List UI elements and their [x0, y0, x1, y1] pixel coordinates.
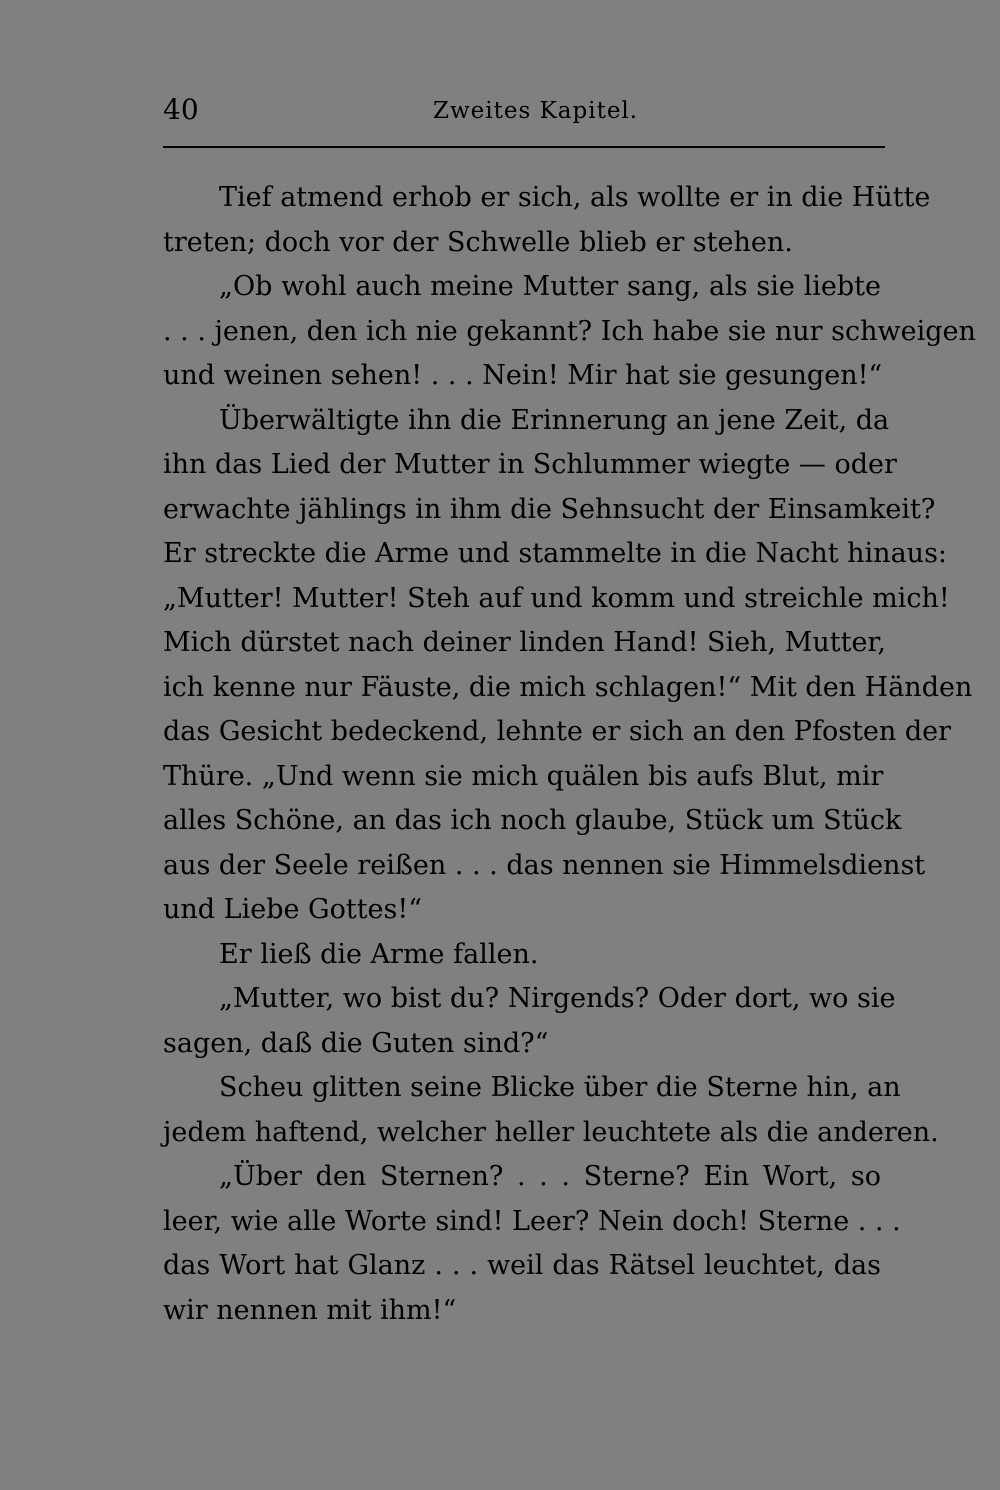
text-line: Thüre. „Und wenn sie mich quälen bis aufs Blut, mir [163, 760, 884, 792]
text-line: Überwältigte ihn die Erinnerung an jene Zeit, da [219, 404, 890, 436]
page-header [163, 92, 885, 132]
running-head: Zweites Kapitel. [433, 98, 639, 124]
body-text [163, 176, 976, 1333]
text-line: . . . jenen, den ich nie gekannt? Ich habe sie nur schweigen [163, 315, 976, 347]
text-line: das Gesicht bedeckend, lehnte er sich an den Pfosten der [163, 716, 952, 747]
text-line: „Mutter! Mutter! Steh auf und komm und streichle mich! [163, 582, 950, 614]
text-line: sagen, daß die Guten sind?“ [163, 1027, 549, 1059]
text-line: Er streckte die Arme und stammelte in die Nacht hinaus: [163, 538, 948, 569]
text-line: Mich dürstet nach deiner linden Hand! Sieh, Mutter, [163, 627, 886, 658]
text-line: ich kenne nur Fäuste, die mich schlagen!“ Mit den Händen [163, 671, 973, 703]
text-line: treten; doch vor der Schwelle blieb er stehen. [163, 226, 793, 258]
text-line: Er ließ die Arme fallen. [219, 938, 539, 970]
text-line: und weinen sehen! . . . Nein! Mir hat sie gesungen!“ [163, 360, 883, 391]
text-line: „Mutter, wo bist du? Nirgends? Oder dort, wo sie [219, 983, 896, 1014]
text-line: „Ob wohl auch meine Mutter sang, als sie liebte [219, 271, 881, 302]
text-line: ihn das Lied der Mutter in Schlummer wiegte — oder [163, 449, 897, 480]
text-line: Scheu glitten seine Blicke über die Sterne hin, an [219, 1072, 901, 1103]
text-line: alles Schöne, an das ich noch glaube, Stück um Stück [163, 805, 902, 836]
header-rule [163, 146, 885, 148]
text-line: und Liebe Gottes!“ [163, 894, 423, 925]
text-line: jedem haftend, welcher heller leuchtete als die anderen. [163, 1116, 939, 1148]
text-line: erwachte jählings in ihm die Sehnsucht der Einsamkeit? [163, 493, 936, 525]
text-line: aus der Seele reißen . . . das nennen sie Himmelsdienst [163, 849, 926, 881]
text-line: das Wort hat Glanz . . . weil das Rätsel leuchtet, das [163, 1250, 881, 1281]
text-line: „Über den Sternen? . . . Sterne? Ein Wort, so [219, 1161, 881, 1192]
page-number: 40 [163, 93, 199, 126]
text-line: leer, wie alle Worte sind! Leer? Nein doch! Sterne . . . [163, 1205, 901, 1237]
text-line: Tief atmend erhob er sich, als wollte er in die Hütte [219, 182, 931, 213]
text-line: wir nennen mit ihm!“ [163, 1294, 457, 1326]
